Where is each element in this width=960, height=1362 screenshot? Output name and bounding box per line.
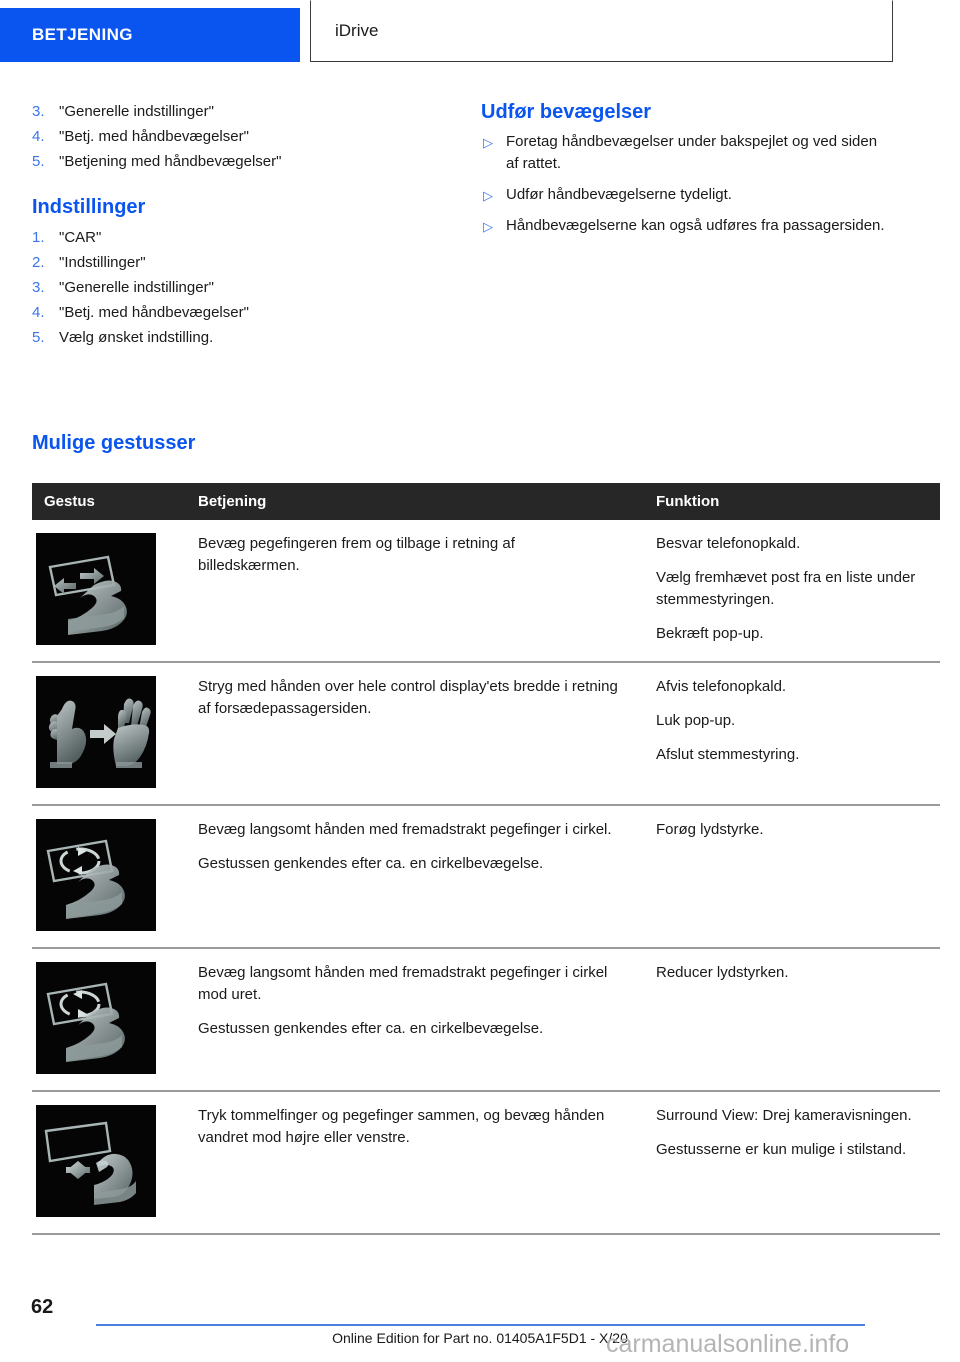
function-text: Reducer lydstyrken. bbox=[656, 964, 789, 981]
gesture-image-cell bbox=[32, 662, 182, 805]
triangle-bullet-icon: ▷ bbox=[483, 219, 493, 234]
list-item bbox=[32, 150, 452, 173]
hand-swipe-sideways-icon bbox=[36, 676, 156, 788]
settings-heading: Indstillinger bbox=[32, 196, 146, 218]
list-item-label: "Betj. med håndbevægelser" bbox=[59, 128, 249, 145]
hand-pointing-forward-back-icon bbox=[36, 533, 156, 645]
function-text: Luk pop-up. bbox=[656, 712, 736, 729]
list-item-label: "Betj. med håndbevægelser" bbox=[59, 304, 249, 321]
gesture-image-cell bbox=[32, 1091, 182, 1234]
list-item-number: 3. bbox=[32, 279, 45, 296]
list-item bbox=[481, 215, 893, 237]
list-item-label: Vælg ønsket indstilling. bbox=[59, 329, 214, 346]
operation-text: Gestussen genkendes efter ca. en cirkelbevægelse. bbox=[198, 855, 544, 872]
gesture-image-cell bbox=[32, 805, 182, 948]
list-item bbox=[32, 100, 452, 123]
list-item-label: "CAR" bbox=[59, 229, 102, 246]
gesture-operation-cell bbox=[182, 662, 638, 805]
list-item-label: Håndbevægelserne kan også udføres fra passagersiden. bbox=[506, 217, 885, 234]
triangle-bullet-icon: ▷ bbox=[483, 135, 493, 150]
pinch-move-horizontal-icon bbox=[36, 1105, 156, 1217]
gesture-function-cell bbox=[638, 662, 940, 805]
list-item-number: 1. bbox=[32, 229, 45, 246]
gestures-heading-wrap bbox=[32, 431, 894, 462]
operation-text: Bevæg langsomt hånden med fremadstrakt pegefinger i cirkel. bbox=[198, 821, 612, 838]
operation-text: Bevæg pegefingeren frem og tilbage i retning af billedskærmen. bbox=[198, 535, 515, 574]
list-item-number: 4. bbox=[32, 128, 45, 145]
gesture-function-cell bbox=[638, 805, 940, 948]
gesture-function-cell bbox=[638, 948, 940, 1091]
operation-text: Tryk tommelfinger og pegefinger sammen, og bevæg hånden vandret mod højre eller venstre. bbox=[198, 1107, 605, 1146]
perform-gestures-heading: Udfør bevægelser bbox=[481, 101, 652, 123]
gesture-operation-cell bbox=[182, 520, 638, 662]
gesture-operation-cell bbox=[182, 948, 638, 1091]
list-item-label: "Generelle indstillinger" bbox=[59, 103, 214, 120]
list-item bbox=[32, 251, 452, 274]
section-tab bbox=[310, 0, 893, 62]
table-header-row bbox=[32, 483, 940, 520]
column-header-function: Funktion bbox=[638, 483, 940, 520]
gesture-image-cell bbox=[32, 520, 182, 662]
function-text: Afslut stemmestyring. bbox=[656, 746, 800, 763]
gesture-operation-cell bbox=[182, 805, 638, 948]
function-text: Besvar telefonopkald. bbox=[656, 535, 801, 552]
function-text: Vælg fremhævet post fra en liste under stemmestyringen. bbox=[656, 569, 916, 608]
page-header bbox=[0, 0, 960, 62]
triangle-bullet-icon: ▷ bbox=[483, 188, 493, 203]
list-item-label: "Indstillinger" bbox=[59, 254, 146, 271]
list-item-number: 4. bbox=[32, 304, 45, 321]
operation-text: Stryg med hånden over hele control display'ets bredde i retning af forsædepassagersiden. bbox=[198, 678, 618, 717]
list-item bbox=[32, 276, 452, 299]
page-number: 62 bbox=[31, 1296, 54, 1318]
list-item-label: "Generelle indstillinger" bbox=[59, 279, 214, 296]
list-item-number: 3. bbox=[32, 103, 45, 120]
footer-divider bbox=[96, 1324, 865, 1326]
gesture-operation-cell bbox=[182, 1091, 638, 1234]
watermark: carmanualsonline.info bbox=[606, 1330, 850, 1358]
right-column bbox=[481, 100, 893, 246]
settings-steps-list bbox=[32, 226, 452, 349]
footer-note: Online Edition for Part no. 01405A1F5D1 - X/20 bbox=[332, 1330, 628, 1346]
list-item-number: 5. bbox=[32, 329, 45, 346]
list-item bbox=[32, 301, 452, 324]
list-item-number: 5. bbox=[32, 153, 45, 170]
chapter-tab-label: BETJENING bbox=[32, 25, 133, 44]
operation-text: Bevæg langsomt hånden med fremadstrakt pegefinger i cirkel mod uret. bbox=[198, 964, 608, 1003]
section-tab-label: iDrive bbox=[335, 21, 379, 40]
chapter-tab bbox=[0, 8, 300, 62]
function-text: Afvis telefonopkald. bbox=[656, 678, 787, 695]
list-item bbox=[32, 226, 452, 249]
gestures-table-wrap bbox=[32, 483, 916, 1235]
gesture-function-cell bbox=[638, 1091, 940, 1234]
gestures-heading: Mulige gestusser bbox=[32, 432, 196, 454]
table-row bbox=[32, 805, 940, 948]
list-item bbox=[32, 326, 452, 349]
finger-circle-clockwise-icon bbox=[36, 819, 156, 931]
list-item bbox=[481, 184, 893, 206]
table-row bbox=[32, 1091, 940, 1234]
list-item-number: 2. bbox=[32, 254, 45, 271]
function-text: Gestusserne er kun mulige i stilstand. bbox=[656, 1141, 907, 1158]
function-text: Bekræft pop-up. bbox=[656, 625, 764, 642]
table-body bbox=[32, 520, 940, 1234]
finger-circle-counterclockwise-icon bbox=[36, 962, 156, 1074]
table-row bbox=[32, 520, 940, 662]
table-row bbox=[32, 948, 940, 1091]
list-item-label: "Betjening med håndbevægelser" bbox=[59, 153, 282, 170]
left-column bbox=[32, 100, 452, 351]
continued-steps-list bbox=[32, 100, 452, 173]
column-header-operation: Betjening bbox=[182, 483, 638, 520]
table-head bbox=[32, 483, 940, 520]
operation-text: Gestussen genkendes efter ca. en cirkelbevægelse. bbox=[198, 1020, 544, 1037]
function-text: Surround View: Drej kameravisningen. bbox=[656, 1107, 912, 1124]
gesture-function-cell bbox=[638, 520, 940, 662]
function-text: Forøg lydstyrke. bbox=[656, 821, 764, 838]
list-item bbox=[32, 125, 452, 148]
list-item-label: Foretag håndbevægelser under bakspejlet og ved siden af rattet. bbox=[506, 133, 878, 172]
perform-gestures-list bbox=[481, 131, 893, 237]
list-item-label: Udfør håndbevægelserne tydeligt. bbox=[506, 186, 732, 203]
column-header-gesture: Gestus bbox=[32, 483, 182, 520]
gestures-table bbox=[32, 483, 940, 1235]
list-item bbox=[481, 131, 893, 175]
table-row bbox=[32, 662, 940, 805]
gesture-image-cell bbox=[32, 948, 182, 1091]
